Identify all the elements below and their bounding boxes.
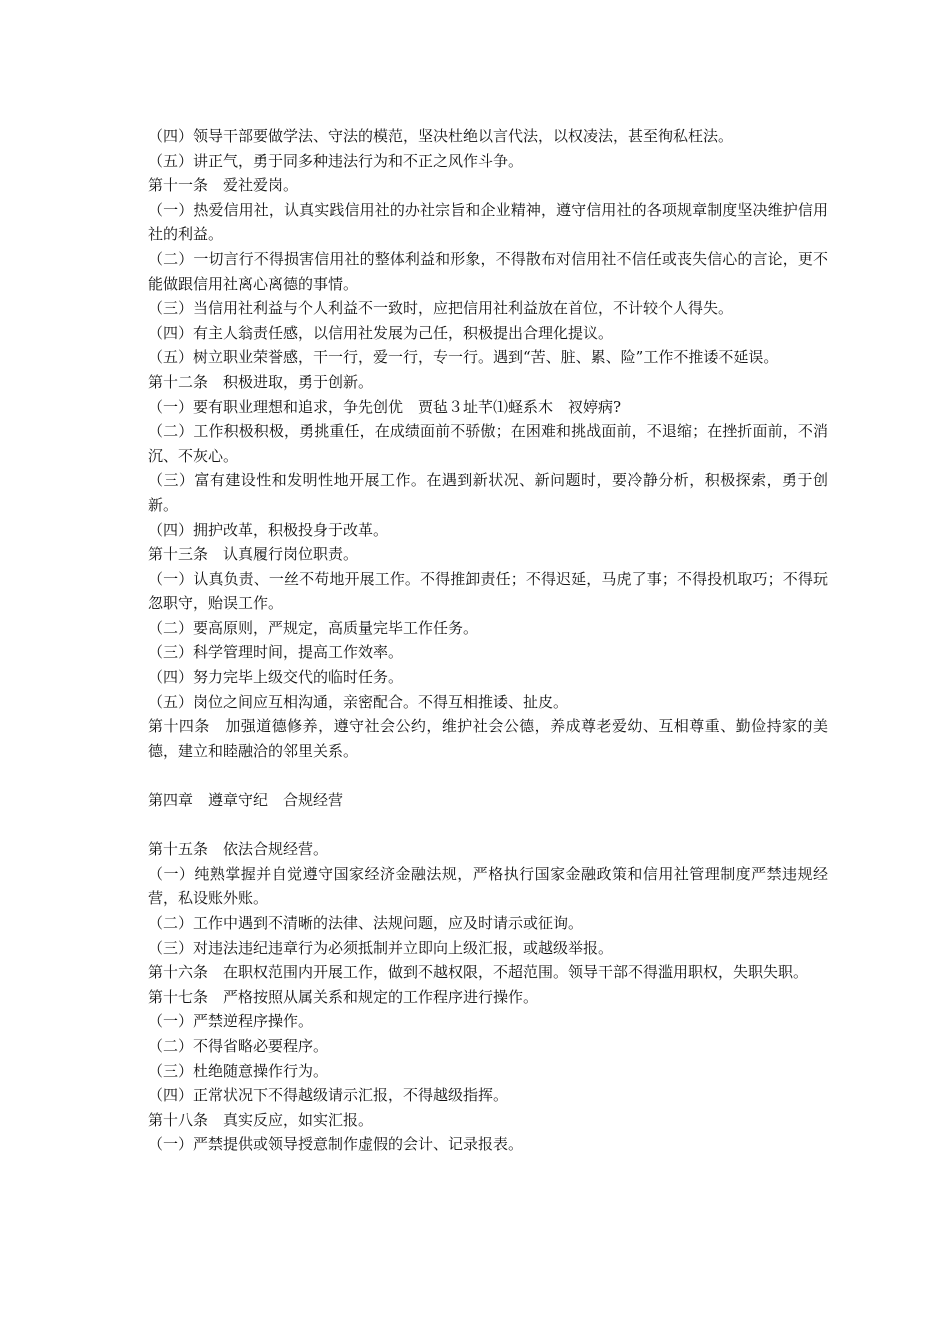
- paragraph-line: （四）有主人翁责任感，以信用社发展为己任，积极提出合理化提议。: [148, 323, 614, 342]
- paragraph-line: （二）要高原则，严规定，高质量完毕工作任务。: [148, 618, 479, 637]
- paragraph-line: 第十二条 积极进取，勇于创新。: [148, 372, 374, 391]
- paragraph-line: （一）严禁逆程序操作。: [148, 1012, 314, 1031]
- paragraph-line: 第十四条 加强道德修养，遵守社会公约，维护社会公德，养成尊老爱幼、互相尊重、勤俭持家的美德，建立和睦融洽的邻里关系。: [148, 717, 828, 760]
- paragraph-line: （二）一切言行不得损害信用社的整体利益和形象，不得散布对信用社不信任或丧失信心的言论，更不能做跟信用社离心离德的事情。: [148, 249, 828, 293]
- blank-line: [148, 763, 828, 788]
- paragraph-line: （四）努力完毕上级交代的临时任务。: [148, 668, 404, 687]
- paragraph-line: （四）拥护改革，积极投身于改革。: [148, 520, 389, 539]
- paragraph-line: （一）热爱信用社，认真实践信用社的办社宗旨和企业精神，遵守信用社的各项规章制度坚决维护信用社的利益。: [148, 200, 828, 244]
- paragraph-line: （二）不得省略必要程序。: [148, 1036, 329, 1055]
- paragraph-line: 第十一条 爱社爱岗。: [148, 176, 299, 195]
- paragraph-line: 第十七条 严格按照从属关系和规定的工作程序进行操作。: [148, 987, 539, 1006]
- paragraph-line: （二）工作中遇到不清晰的法律、法规问题，应及时请示或征询。: [148, 914, 584, 932]
- paragraph-line: 第十五条 依法合规经营。: [148, 840, 329, 859]
- paragraph-line: （三）杜绝随意操作行为。: [148, 1061, 329, 1080]
- paragraph-line: （二）工作积极积极，勇挑重任，在成绩面前不骄傲；在困难和挑战面前，不退缩；在挫折面前，不消沉、不灰心。: [148, 422, 828, 465]
- paragraph-line: （三）富有建设性和发明性地开展工作。在遇到新状况、新问题时，要冷静分析，积极探索，勇于创新。: [148, 471, 828, 514]
- paragraph-line: 第十三条 认真履行岗位职责。: [148, 545, 359, 564]
- paragraph-line: （四）领导干部要做学法、守法的模范，坚决杜绝以言代法，以权凌法，甚至徇私枉法。: [148, 127, 734, 145]
- paragraph-line: （五）树立职业荣誉感，干一行，爱一行，专一行。遇到“苦、脏、累、险”工作不推诿不延误。: [148, 348, 779, 367]
- paragraph-line: （三）当信用社利益与个人利益不一致时，应把信用社利益放在首位，不计较个人得失。: [148, 299, 734, 318]
- paragraph-line: （四）正常状况下不得越级请示汇报，不得越级指挥。: [148, 1086, 509, 1105]
- paragraph-line: 第十八条 真实反应，如实汇报。: [148, 1110, 374, 1129]
- paragraph-line: （一）要有职业理想和追求，争先创优 贾毡３址芊⑴蛏系木 衩婷病?: [148, 397, 622, 416]
- paragraph-line: 第四章 遵章守纪 合规经营: [148, 791, 344, 810]
- document-body: [148, 124, 828, 1157]
- paragraph-line: （一）严禁提供或领导授意制作虚假的会计、记录报表。: [148, 1135, 524, 1154]
- paragraph-line: （三）对违法违纪违章行为必须抵制并立即向上级汇报，或越级举报。: [148, 938, 614, 957]
- paragraph-line: （五）岗位之间应互相沟通，亲密配合。不得互相推诿、扯皮。: [148, 692, 569, 711]
- paragraph-line: （三）科学管理时间，提高工作效率。: [148, 643, 404, 662]
- paragraph-line: （一）纯熟掌握并自觉遵守国家经济金融法规，严格执行国家金融政策和信用社管理制度严禁违规经营，私设账外账。: [148, 864, 828, 908]
- paragraph-line: （一）认真负责、一丝不苟地开展工作。不得推卸责任；不得迟延，马虎了事；不得投机取巧；不得玩忽职守，贻误工作。: [148, 569, 828, 613]
- blank-line: [148, 813, 828, 838]
- paragraph-line: （五）讲正气，勇于同多种违法行为和不正之风作斗争。: [148, 151, 524, 170]
- paragraph-line: 第十六条 在职权范围内开展工作，做到不越权限，不超范围。领导干部不得滥用职权，失职失职。: [148, 963, 809, 982]
